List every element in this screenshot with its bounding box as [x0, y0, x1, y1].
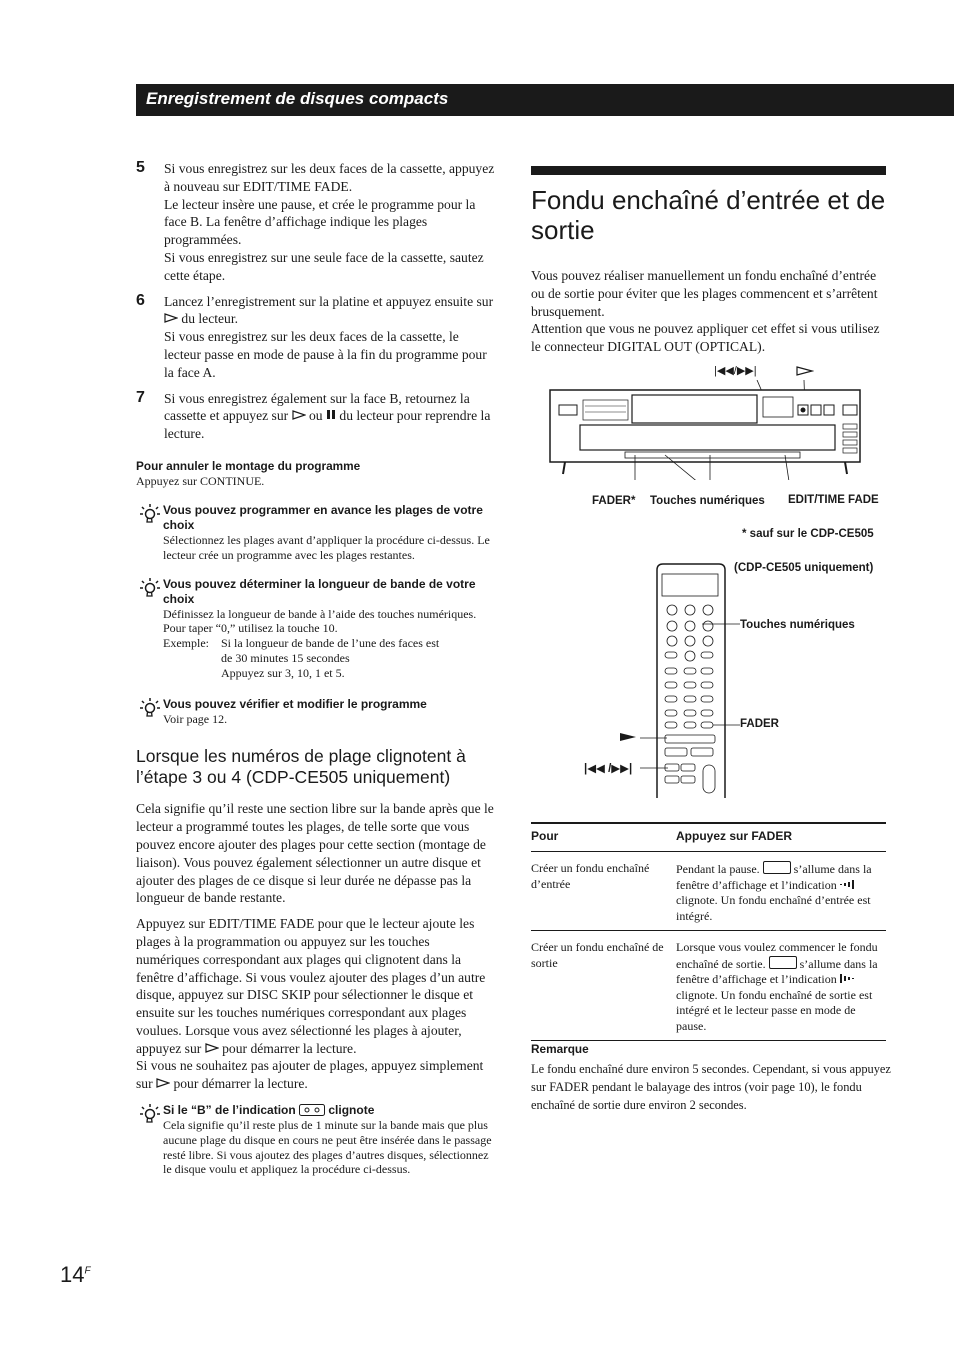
- tip-body: Définissez la longueur de bande à l’aide des touches numériques. Pour taper “0,” utilisez la touche 10.: [163, 606, 477, 636]
- step-7-text-c: du lecteur pour reprendre la lecture.: [164, 408, 491, 442]
- paragraph-3-b: pour démarrer la lecture.: [173, 1076, 308, 1092]
- remarque-body: Le fondu enchaîné dure environ 5 secondes. Cependant, si vous appuyez sur FADER pendant le balayage des intros (voir page 10), le fondu enchaîné de sortie dure environ 2 secondes.: [531, 1062, 891, 1112]
- page-title: Fondu enchaîné d’entrée et de sortie: [531, 185, 886, 245]
- cancel-body: Appuyez sur CONTINUE.: [136, 473, 265, 488]
- step-7-text-a: Si vous enregistrez également sur la face B, retournez la cassette et appuyez sur: [164, 390, 470, 424]
- table-row: [531, 931, 886, 1041]
- step-number: 5: [136, 159, 145, 176]
- play-icon: [156, 1078, 170, 1088]
- step-7: [136, 390, 496, 443]
- example-line-1: Si la longueur de bande de l’une des faces est: [221, 636, 440, 651]
- tip-b-title-b: clignote: [328, 1103, 375, 1118]
- tip-b: [136, 1103, 496, 1177]
- page-number-suffix: F: [84, 1265, 91, 1277]
- paragraph-2-a: Appuyez sur EDIT/TIME FADE pour que le lecteur ajoute les plages à la programmation ou appuyez sur les touches numériques correspondant aux plages qui clignotent dans la fenêtre d’affichage. Si vous voulez ajouter des plages d’un autre disque, appuyez sur DISC SKIP pour sélectionner le disque et ensuite sur les touches numériques correspondant aux plages voulues. Lorsque vous avez sélectionné les plages à ajouter, appuyez sur: [136, 916, 486, 1056]
- table-header-row: [531, 823, 886, 852]
- step-6: [136, 293, 496, 382]
- left-column: [136, 160, 496, 1177]
- tip-b-title-a: Si le “B” de l’indication: [163, 1103, 296, 1118]
- tip-title: [163, 1103, 496, 1118]
- remote-only-label: (CDP-CE505 uniquement): [734, 562, 874, 574]
- tip-3: [136, 697, 496, 727]
- page-number: [60, 1262, 91, 1288]
- lightbulb-icon: [138, 503, 160, 525]
- display-segment-icon: [763, 861, 791, 874]
- play-icon: [292, 410, 306, 420]
- row-2-c: clignote. Un fondu enchaîné de sortie est intégré et le lecteur passe en mode de pause.: [676, 987, 873, 1033]
- step-5-line-3: Si vous enregistrez sur une seule face de la cassette, sautez cette étape.: [164, 249, 484, 283]
- section-header-bar: [136, 84, 954, 116]
- tip-example: [163, 636, 496, 680]
- step-6-text-a: Lancez l’enregistrement sur la platine et appuyez ensuite sur: [164, 293, 494, 309]
- row-2-label: Créer un fondu enchaîné de sortie: [531, 931, 676, 1041]
- remarque-title: Remarque: [531, 1042, 589, 1056]
- step-5-line-2: Le lecteur insère une pause, et crée le programme pour la face B. La fenêtre d’affichage indique les plages programmées.: [164, 196, 476, 248]
- step-5-line-1: Si vous enregistrez sur les deux faces de la cassette, appuyez à nouveau sur EDIT/TIME FADE.: [164, 161, 495, 194]
- footnote: * sauf sur le CDP-CE505: [742, 528, 874, 540]
- example-line-2: de 30 minutes 15 secondes: [221, 650, 350, 665]
- row-2-body: [676, 931, 886, 1041]
- remote-skip-label: |◀◀ /▶▶|: [584, 763, 633, 775]
- cancel-block: [136, 459, 496, 489]
- cancel-title: Pour annuler le montage du programme: [136, 458, 361, 473]
- row-1-a: Pendant la pause.: [676, 862, 760, 876]
- row-1-label: Créer un fondu enchaîné d’entrée: [531, 852, 676, 931]
- right-column: [531, 166, 886, 356]
- fader-table: [531, 822, 886, 1041]
- remote-fader-label: FADER: [740, 718, 779, 730]
- tip-2: [136, 577, 496, 681]
- lightbulb-icon: [138, 577, 160, 599]
- remote-numeric-label: Touches numériques: [740, 619, 855, 631]
- lightbulb-icon: [138, 697, 160, 719]
- tip-body: Sélectionnez les plages avant d’appliquer la procédure ci-dessus. Le lecteur crée un programme avec les plages restantes.: [163, 532, 490, 562]
- row-1-c: clignote. Un fondu enchaîné d’entrée est intégré.: [676, 893, 871, 923]
- tape-indicator-icon: [299, 1104, 325, 1116]
- section-header-title: Enregistrement de disques compacts: [146, 89, 449, 108]
- remarque-block: [531, 1042, 891, 1114]
- intro-2: Attention que vous ne pouvez appliquer cet effet si vous utilisez le connecteur DIGITAL OUT (OPTICAL).: [531, 321, 880, 355]
- step-number: 6: [136, 291, 145, 309]
- section-heading: Lorsque les numéros de plage clignotent à l’étape 3 ou 4 (CDP-CE505 uniquement): [136, 746, 466, 788]
- paragraph-2: [136, 915, 496, 1057]
- example-label: Exemple:: [163, 636, 209, 651]
- play-icon: [205, 1043, 219, 1053]
- skip-label: |◀◀/▶▶|: [714, 365, 757, 377]
- play-icon: [164, 313, 178, 323]
- tip-title: Vous pouvez déterminer la longueur de bande de votre choix: [163, 576, 476, 606]
- step-6-text-b: du lecteur.: [181, 311, 239, 327]
- paragraph-1: Cela signifie qu’il reste une section libre sur la bande après que le lecteur a programmé toutes les plages, de telle sorte que vous pouvez encore ajouter des plages pour cette section (montage de liaison). Vous pouvez également sélectionner un autre disque et ajouter des plages de ce disque si leur durée ne dépasse pas la longueur de bande restante.: [136, 801, 494, 906]
- paragraph-2-b: pour démarrer la lecture.: [222, 1040, 357, 1056]
- numeric-label: Touches numériques: [650, 495, 765, 507]
- heading-rule: [531, 166, 886, 175]
- row-1-body: [676, 852, 886, 931]
- step-6-text-c: Si vous enregistrez sur les deux faces de la cassette, le lecteur passe en mode de pause à la fin du programme pour la face A.: [164, 329, 487, 380]
- intro-1: Vous pouvez réaliser manuellement un fondu enchaîné d’entrée ou de sortie pour éviter que les plages commencent et s’arrêtent brusquement.: [531, 268, 878, 319]
- example-line-3: Appuyez sur 3, 10, 1 et 5.: [221, 665, 345, 680]
- pause-icon: [326, 409, 336, 420]
- fader-label: FADER*: [592, 495, 636, 507]
- row-2-a: Lorsque vous voulez commencer le fondu enchaîné de sortie.: [676, 940, 878, 971]
- tip-title: Vous pouvez programmer en avance les plages de votre choix: [163, 502, 483, 532]
- edit-fade-label: EDIT/TIME FADE: [788, 494, 879, 506]
- step-5: [136, 160, 496, 285]
- step-number: 7: [136, 388, 145, 406]
- fade-out-icon: [840, 974, 856, 983]
- table-header-fader: Appuyez sur FADER: [676, 823, 886, 852]
- tip-body: Voir page 12.: [163, 711, 228, 726]
- row-1-b: s’allume dans la fenêtre d’affichage et l’indication: [676, 862, 872, 892]
- paragraph-3: [136, 1057, 496, 1093]
- page-number-value: 14: [60, 1262, 85, 1287]
- tip-1: [136, 503, 496, 563]
- tip-title: Vous pouvez vérifier et modifier le programme: [163, 696, 427, 711]
- fade-in-icon: [840, 880, 856, 889]
- display-segment-icon: [769, 956, 797, 969]
- paragraph-3-a: Si vous ne souhaitez pas ajouter de plages, appuyez simplement sur: [136, 1058, 484, 1092]
- row-2-b: s’allume dans la fenêtre d’affichage et l’indication: [676, 956, 878, 986]
- step-7-text-b: ou: [309, 408, 323, 424]
- table-header-pour: Pour: [531, 823, 676, 852]
- table-row: [531, 852, 886, 931]
- cd-player-diagram: [545, 380, 865, 480]
- play-label-icon: [796, 366, 814, 376]
- tip-body: Cela signifie qu’il reste plus de 1 minute sur la bande mais que plus aucune plage du disque en cours ne peut être insérée dans le passage resté libre. Si vous ajoutez des plages d’autres disques, sélectionnez le disque voulu et appliquez la procédure ci-dessus.: [163, 1118, 492, 1177]
- lightbulb-icon: [138, 1103, 160, 1125]
